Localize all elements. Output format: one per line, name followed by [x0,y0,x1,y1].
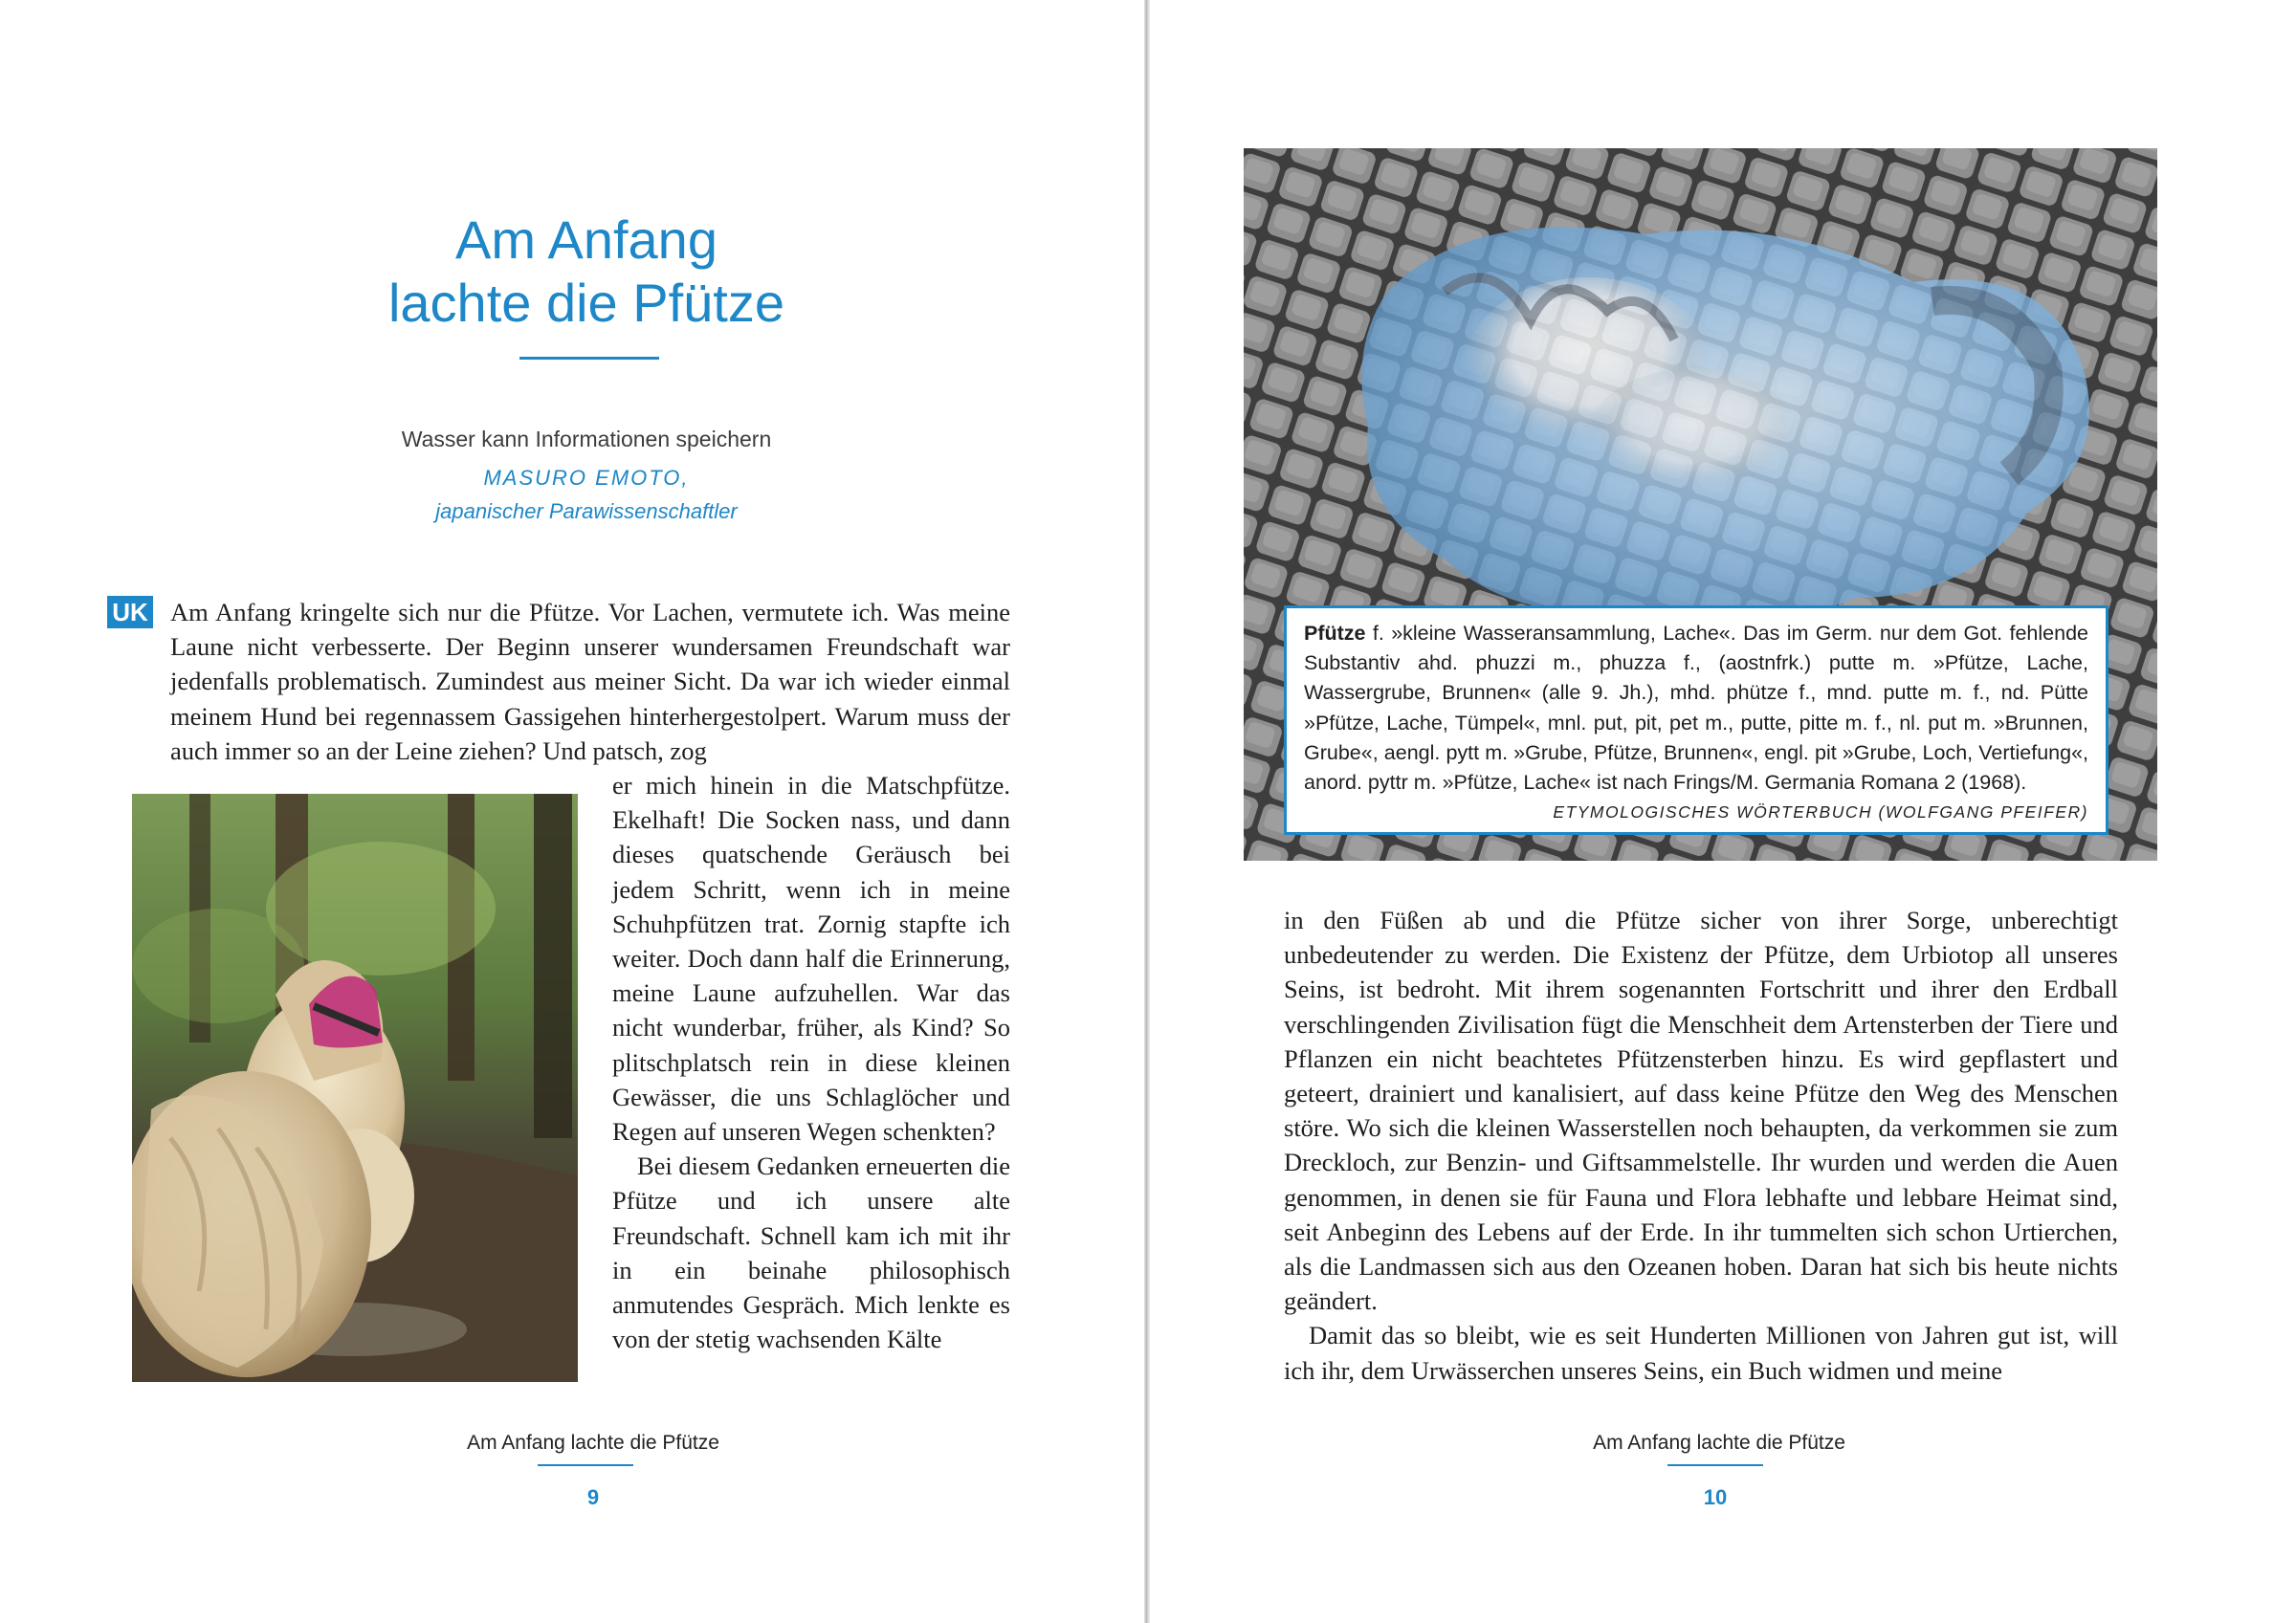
left-page [0,0,1144,1623]
etymology-source: ETYMOLOGISCHES WÖRTERBUCH (WOLFGANG PFEIFER) [1553,802,2088,822]
right-page [1150,0,2296,1623]
title-divider [519,357,659,360]
paragraph: Bei diesem Gedanken erneuerten die Pfütze und ich unsere alte Freundschaft. Schnell kam ich mit ihr in ein beinahe philosophisch anmutendes Gespräch. Mich lenkte es von der stetig wachsenden Kälte [612,1151,1010,1354]
epigraph-quote: Wasser kann Informationen speichern [401,427,772,451]
chapter-title [182,208,991,335]
footer-divider [1667,1464,1763,1466]
page-number: 10 [1703,1485,1728,1509]
epigraph-author: MASURO EMOTO, [483,466,690,490]
running-footer-title: Am Anfang lachte die Pfütze [467,1432,719,1454]
author-initials-badge: UK [107,596,153,628]
etymology-headword: Pfütze [1304,622,1366,645]
paragraph: in den Füßen ab und die Pfütze sicher von ihrer Sorge, unberechtigt unbedeutender zu werden. Die Existenz der Pfütze, dem Urbiotop all unseres Seins, ist bedroht. Mit ihrem sogenannten Fortschritt und ihrer den Erdball verschlingenden Zivilisation fügt die Menschheit dem Artensterben der Tiere und Pflanzen ein nicht beachtetes Pfützensterben hinzu. Es wird gepflastert und geteert, drainiert und kanalisiert, auf dass keine Pfütze den Weg des Menschen störe. Wo sich die kleinen Wasserstellen noch behaupten, da verkommen sie zum Dreckloch, zur Benzin- und Giftsammelstelle. Ihr wurden und werden die Auen genommen, in denen sie für Fauna und Flora lebhafte und lebbare Heimat sind, seit Anbeginn des Lebens auf der Erde. In ihr tummelten sich schon Urtierchen, als die Landmassen sich aus den Ozeanen hoben. Daran hat sich bis heute nichts geändert. [1284,906,2118,1316]
body-text-top [170,595,1010,768]
etymology-text: f. »kleine Wasseransammlung, Lache«. Das im Germ. nur dem Got. fehlende Substantiv ahd. phuzzi m., phuzza f., (aostnfrk.) putte m. »Pfütze, Lache, Wassergrube, Brunnen« (alle 9. Jh.), mhd. phütze f., mnd. putte m. f., nd. Pütte »Pfütze, Lache, Tümpel«, mnl. put, pit, pet m., putte, pitte m. f., nl. put m. »Brunnen, Grube«, aengl. pytt m. »Grube, Pfütze, Brunnen«, engl. pit »Grube, Loch, Vertiefung«, anord. pyttr m. »Pfütze, Lache« ist nach Frings/M. Germania Romana 2 (1968). [1304,622,2088,795]
paragraph: Am Anfang kringelte sich nur die Pfütze. Vor Lachen, vermutete ich. Was meine Laune nicht verbesserte. Der Beginn unserer wundersamen Freundschaft war jedenfalls problematisch. Zumindest aus meiner Sicht. Da war ich wieder einmal meinem Hund bei regennassem Gassigehen hinterhergestolpert. Warum muss der auch immer so an der Leine ziehen? Und patsch, zog [170,598,1010,765]
dog-photo [132,794,578,1382]
page-number: 9 [586,1485,600,1509]
paragraph: er mich hinein in die Matschpfütze. Ekelhaft! Die Socken nass, und dann dieses quatschende Geräusch bei jedem Schritt, wenn ich in meine Schuhpfützen trat. Zornig stapfte ich weiter. Doch dann half die Erinnerung, meine Laune aufzuhellen. War das nicht wunderbar, früher, als Kind? So plitschplatsch rein in diese kleinen Gewässer, die uns Schlaglöcher und Regen auf unseren Wegen schenkten? [612,771,1010,1147]
dog-photo-image [132,794,578,1382]
etymology-box [1284,605,2108,835]
footer-divider [538,1464,633,1466]
running-footer-title: Am Anfang lachte die Pfütze [1593,1432,1845,1454]
epigraph-author-role: japanischer Parawissenschaftler [435,499,738,523]
paragraph: Damit das so bleibt, wie es seit Hunderten Millionen von Jahren gut ist, will ich ihr, dem Urwässerchen unseres Seins, ein Buch widmen und meine [1284,1321,2118,1385]
body-text-wrapped [612,768,1010,1356]
chapter-title-line-2: lachte die Pfütze [387,273,785,333]
body-text-right [1284,903,2118,1388]
chapter-title-line-1: Am Anfang [455,209,718,270]
